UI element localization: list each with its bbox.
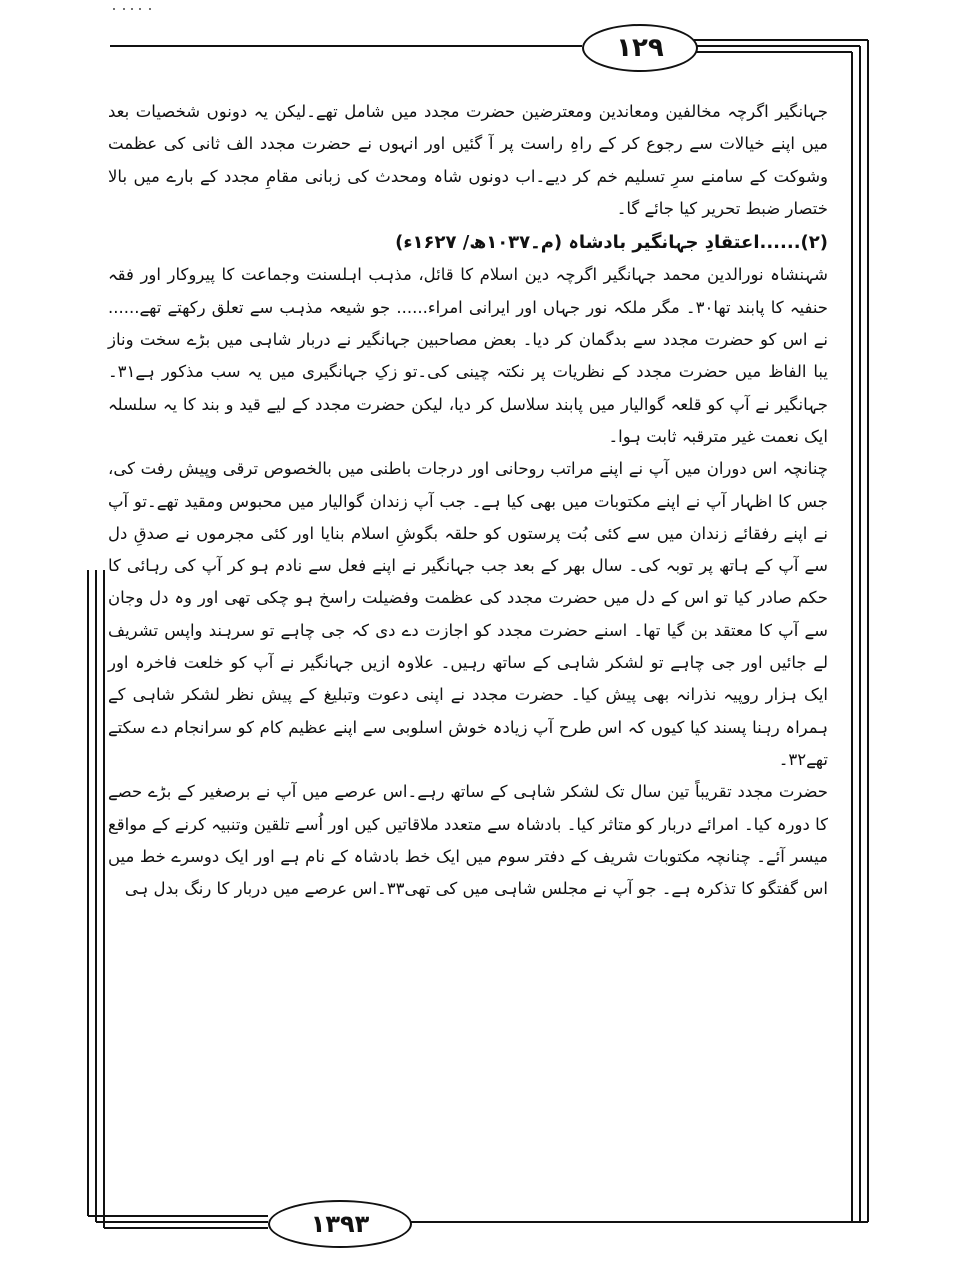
- paragraph-2: شہنشاہ نورالدین محمد جہانگیر اگرچہ دین اسلام کا قائل، مذہب اہلسنت وجماعت کا پیروکار اور فقہ حنفیہ کا پابند تھا۳۰۔ مگر ملکہ نور جہاں اور ایرانی امراء...... جو شیعہ مذہب سے تعلق رکھتے تھے...... نے اس کو حضرت مجدد سے بدگمان کر دیا۔ بعض مصاحبین جہانگیر نے دربار شاہی میں بڑے سخت وناز یبا الفاظ میں حضرت مجدد کے نظریات پر نکتہ چینی کی۔تو زکِ جہانگیری میں یہ سب مذکور ہے۳۱۔ جہانگیر نے آپ کو قلعہ گوالیار میں پابند سلاسل کر دیا، لیکن حضرت مجدد کے لیے قید و بند کا یہ سلسلہ ایک نعمت غیر مترقبہ ثابت ہوا۔: [108, 265, 828, 446]
- section-heading: (۲)......اعتقادِ جہانگیر بادشاہ (م۔۱۰۳۷ھ/ ۱۶۲۷ء): [395, 232, 828, 254]
- scan-speckles: [110, 4, 170, 14]
- paragraph-1: جہانگیر اگرچہ مخالفین ومعاندین ومعترضین حضرت مجدد میں شامل تھے۔لیکن یہ دونوں شخصیات بعد میں اپنے خیالات سے رجوع کر کے راہِ راست پر آ گئیں اور انہوں نے حضرت مجدد الف ثانی کی عظمت وشوکت کے سامنے سرِ تسلیم خم کر دیے۔اب دونوں شاہ ومحدث کی زبانی مقامِ مجدد کے بارے میں بالا ختصار ضبط تحریر کیا جائے گا۔: [108, 102, 828, 218]
- paragraph-4: حضرت مجدد تقریباً تین سال تک لشکر شاہی کے ساتھ رہے۔اس عرصے میں آپ نے برصغیر کے بڑے حصے کا دورہ کیا۔ امرائے دربار کو متاثر کیا۔ بادشاہ سے متعدد ملاقاتیں کیں اور اُسے تلقین وتنبیہ کرنے کے مواقع میسر آئے۔ چنانچہ مکتوبات شریف کے دفتر سوم میں ایک خط بادشاہ کے نام ہے اور ایک دوسرے خط میں اس گفتگو کا تذکرہ ہے۔ جو آپ نے مجلس شاہی میں کی تھی۳۳۔اس عرصے میں دربار کا رنگ بدل ہی: [108, 782, 828, 899]
- page-body: [108, 96, 828, 1186]
- top-page-number: ۱۲۹: [582, 24, 698, 72]
- bottom-page-number: ۱۳۹۳: [268, 1200, 412, 1248]
- paragraph-3: چنانچہ اس دوران میں آپ نے اپنے مراتب روحانی اور درجات باطنی میں بالخصوص ترقی وپیش رفت کی، جس کا اظہار آپ نے اپنے مکتوبات میں بھی کیا ہے۔ جب آپ زندان گوالیار میں محبوس ومقید تھے۔تو آپ نے اپنے رفقائے زندان میں سے کئی بُت پرستوں کو حلقہ بگوشِ اسلام بنایا اور کئی مجرموں نے صدقِ دل سے آپ کے ہاتھ پر توبہ کی۔ سال بھر کے بعد جب جہانگیر نے اپنے فعل سے نادم ہو کر آپ کی رہائی کا حکم صادر کیا تو اس کے دل میں حضرت مجدد کی عظمت وفضیلت راسخ ہو چکی تھی اور وہ دل وجان سے آپ کا معتقد بن گیا تھا۔ اسنے حضرت مجدد کو اجازت دے دی کہ جی چاہے تو سرہند واپس تشریف لے جائیں اور جی چاہے تو لشکر شاہی کے ساتھ رہیں۔ علاوہ ازیں جہانگیر نے آپ کو خلعت فاخرہ اور ایک ہزار روپیہ نذرانہ بھی پیش کیا۔ حضرت مجدد نے اپنی دعوت وتبلیغ کے پیش نظر لشکر شاہی کے ہمراہ رہنا پسند کیا کیوں کہ اس طرح آپ زیادہ خوش اسلوبی سے اپنے عظیم کام کو سرانجام دے سکتے تھے۳۲۔: [108, 459, 828, 769]
